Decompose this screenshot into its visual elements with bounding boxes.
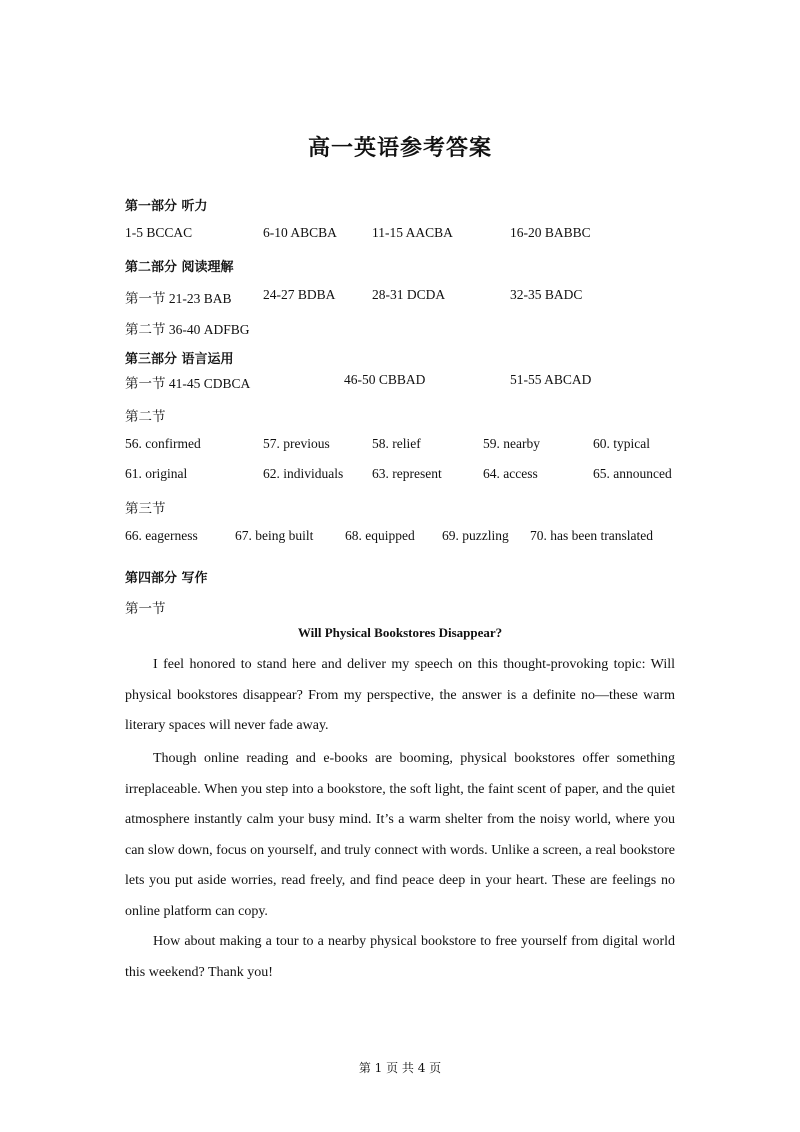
answer-cell: 28-31 DCDA bbox=[372, 287, 446, 302]
section-label: 第二节 bbox=[125, 409, 166, 425]
page-title: 高一英语参考答案 bbox=[307, 135, 492, 161]
answer-cell: 1-5 BCCAC bbox=[125, 225, 193, 240]
answer-cell: 32-35 BADC bbox=[510, 287, 583, 302]
answer-cell: 46-50 CBBAD bbox=[344, 372, 426, 387]
answer-cell: 60. typical bbox=[593, 436, 650, 451]
answer-cell: 56. confirmed bbox=[125, 436, 201, 451]
part3-heading: 第三部分 语言运用 bbox=[125, 352, 234, 367]
answer-cell: 65. announced bbox=[593, 466, 672, 481]
answer-cell: 63. represent bbox=[372, 466, 442, 481]
answer-cell: 24-27 BDBA bbox=[263, 287, 336, 302]
page-number: 第 1 页 共 4 页 bbox=[358, 1061, 442, 1075]
answer-cell: 64. access bbox=[483, 466, 538, 481]
answer-cell: 16-20 BABBC bbox=[510, 225, 591, 240]
answer-cell: 第二节 36-40 ADFBG bbox=[125, 322, 250, 337]
answer-cell: 59. nearby bbox=[483, 436, 540, 451]
answer-cell: 58. relief bbox=[372, 436, 421, 451]
answer-cell: 70. has been translated bbox=[530, 528, 653, 543]
answer-cell: 11-15 AACBA bbox=[372, 225, 453, 240]
answer-cell: 68. equipped bbox=[345, 528, 415, 543]
answer-cell: 66. eagerness bbox=[125, 528, 198, 543]
essay-paragraph: I feel honored to stand here and deliver my speech on this thought-provoking topic: Will physical bookstores disappear? From my perspective, the answer is a definite no—these warm literary spaces will never fade away. bbox=[125, 657, 675, 733]
section-label: 第一节 bbox=[125, 601, 166, 617]
answer-cell: 62. individuals bbox=[263, 466, 344, 481]
answer-cell: 6-10 ABCBA bbox=[263, 225, 337, 240]
part1-heading: 第一部分 听力 bbox=[125, 199, 208, 214]
essay-paragraph: Though online reading and e-books are booming, physical bookstores offer something irreplaceable. When you step into a bookstore, the soft light, the faint scent of paper, and the quiet atmosphere instantly calm your busy mind. It’s a warm shelter from the noisy world, where you can slow down, focus on yourself, and truly connect with words. Unlike a screen, a real bookstore lets you put aside worries, read freely, and find peace deep in your heart. These are feelings no online platform can copy. bbox=[125, 751, 675, 919]
part2-heading: 第二部分 阅读理解 bbox=[125, 260, 234, 275]
part4-heading: 第四部分 写作 bbox=[125, 571, 208, 586]
section-label: 第三节 bbox=[125, 501, 166, 517]
answer-cell: 第一节 21-23 BAB bbox=[125, 291, 232, 306]
answer-cell: 61. original bbox=[125, 466, 188, 481]
answer-cell: 51-55 ABCAD bbox=[510, 372, 592, 387]
answer-cell: 第一节 41-45 CDBCA bbox=[125, 376, 251, 391]
answer-cell: 67. being built bbox=[235, 528, 314, 543]
essay-paragraph: How about making a tour to a nearby physical bookstore to free yourself from digital world this weekend? Thank you! bbox=[125, 934, 675, 980]
answer-cell: 57. previous bbox=[263, 436, 330, 451]
essay-title: Will Physical Bookstores Disappear? bbox=[297, 625, 503, 640]
answer-cell: 69. puzzling bbox=[442, 528, 509, 543]
